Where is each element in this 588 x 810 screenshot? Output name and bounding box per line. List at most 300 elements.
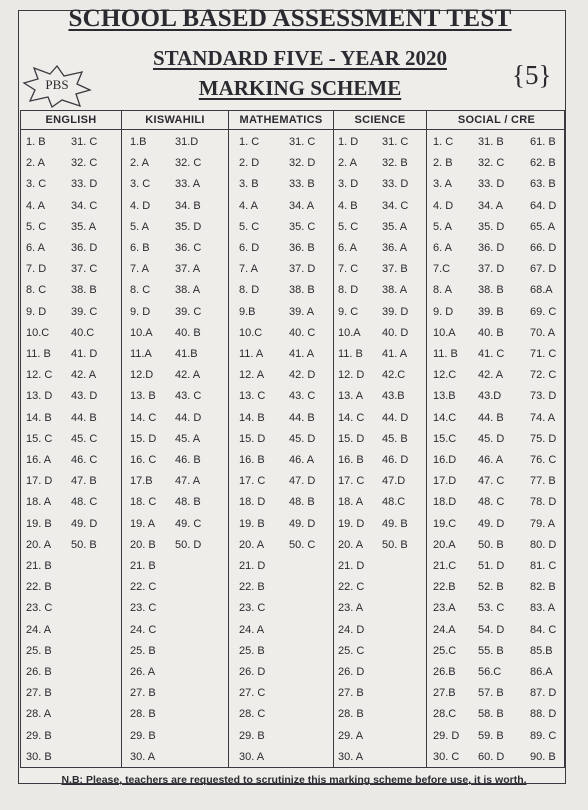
- answer-cell: 50. B: [71, 538, 97, 551]
- answer-cell: 13. B: [130, 390, 156, 403]
- answer-cell: 42.C: [382, 369, 406, 382]
- answer-cell: 48. B: [289, 496, 315, 509]
- answer-cell: 51. D: [478, 560, 505, 572]
- answer-cell: 27. B: [130, 687, 156, 700]
- answer-cell: 30. C: [433, 750, 460, 763]
- answer-cell: 37. C: [71, 263, 98, 276]
- answer-cell: 23. A: [338, 602, 364, 615]
- answer-cell: 39. A: [289, 305, 315, 318]
- answer-cell: 17. D: [26, 475, 53, 488]
- answer-cell: 66. D: [530, 242, 557, 254]
- answer-cell: 7. C: [338, 263, 359, 276]
- answer-cell: 38. B: [289, 284, 315, 297]
- answer-cell: 34. A: [289, 199, 315, 212]
- answer-cell: 37. A: [175, 263, 201, 276]
- grade-badge: {5}: [512, 60, 552, 90]
- answer-cell: 24.A: [433, 623, 456, 636]
- subject-header: KISWAHILI: [122, 111, 228, 130]
- answer-cell: 38. B: [478, 284, 504, 297]
- answer-cell: 52. B: [478, 581, 504, 594]
- answer-cell: 37. D: [289, 263, 316, 276]
- answer-cell: 34. C: [71, 199, 98, 212]
- footer-note: N.B: Please, teachers are requested to scrutinize this marking scheme before use, it is worth.: [61, 774, 527, 786]
- answer-cell: 21.C: [433, 560, 457, 572]
- answer-cell: 40. B: [478, 326, 504, 339]
- answer-cell: 28. A: [26, 708, 52, 721]
- answer-cell: 18.D: [433, 496, 457, 509]
- answer-cell: 47. A: [175, 475, 201, 488]
- answer-cell: 13. D: [26, 390, 53, 403]
- answer-cell: 44. B: [478, 411, 504, 424]
- answer-cell: 32. D: [289, 157, 316, 170]
- answer-cell: 50. B: [478, 538, 504, 551]
- answer-cell: 86.A: [530, 666, 553, 678]
- answer-cell: 15. D: [338, 432, 365, 445]
- answer-cell: 25. B: [130, 644, 156, 657]
- answer-cell: 49. C: [175, 517, 202, 530]
- answer-cell: 6. B: [130, 242, 150, 254]
- answer-cell: 33. B: [289, 178, 315, 191]
- answer-cell: 62. B: [530, 157, 556, 170]
- answer-cell: 30. A: [239, 750, 265, 763]
- answer-cell: 28.C: [433, 708, 457, 721]
- answer-cell: 2. B: [433, 157, 453, 170]
- answer-cell: 56.C: [478, 666, 502, 678]
- answer-cell: 20.A: [433, 538, 456, 551]
- answer-cell: 41. A: [382, 348, 408, 360]
- answer-cell: 19.C: [433, 517, 457, 530]
- answer-cell: 21. B: [130, 560, 156, 572]
- answer-cell: 47. C: [478, 475, 505, 488]
- answer-cell: 22. B: [26, 581, 52, 594]
- answer-cell: 31. B: [478, 136, 504, 148]
- answer-cell: 30. A: [130, 750, 156, 763]
- answer-cell: 22.B: [433, 581, 456, 594]
- answer-cell: 71. C: [530, 348, 557, 360]
- answer-cell: 4. B: [338, 199, 358, 212]
- answer-cell: 15. D: [130, 432, 157, 445]
- answer-cell: 41. A: [289, 348, 315, 360]
- answer-cell: 69. C: [530, 305, 557, 318]
- answer-cell: 8. C: [26, 284, 47, 297]
- subject-column: [334, 111, 427, 767]
- answer-cell: 22. C: [130, 581, 157, 594]
- answer-cell: 46. D: [382, 454, 409, 466]
- answer-cell: 12.C: [433, 369, 457, 382]
- answer-cell: 14. B: [26, 411, 52, 424]
- answer-cell: 32. C: [71, 157, 98, 170]
- answer-cell: 13. A: [338, 390, 364, 403]
- answer-cell: 10.C: [239, 326, 263, 339]
- answer-cell: 8. C: [130, 284, 151, 297]
- answer-cell: 75. D: [530, 432, 557, 445]
- answer-cell: 34. B: [175, 199, 201, 212]
- answer-cell: 2. A: [338, 157, 357, 170]
- answer-cell: 24. C: [130, 623, 157, 636]
- answer-cell: 78. D: [530, 496, 557, 509]
- answer-cell: 84. C: [530, 623, 557, 636]
- answer-cell: 85.B: [530, 644, 553, 657]
- answer-cell: 24. A: [26, 623, 52, 636]
- answer-cell: 29. A: [338, 729, 364, 742]
- answer-cell: 54. D: [478, 623, 505, 636]
- answer-cell: 4. A: [26, 199, 45, 212]
- answer-cell: 15. C: [26, 432, 53, 445]
- answer-cell: 36. C: [175, 242, 202, 254]
- answer-cell: 14. C: [130, 411, 157, 424]
- answer-cell: 53. C: [478, 602, 505, 615]
- answer-cell: 31. C: [71, 136, 98, 148]
- answer-cell: 14.C: [433, 411, 457, 424]
- subject-column: [122, 111, 229, 767]
- answer-cell: 58. B: [478, 708, 504, 721]
- answer-cell: 68.A: [530, 284, 553, 297]
- answer-cell: 88. D: [530, 708, 557, 721]
- answer-cell: 10.A: [433, 326, 456, 339]
- answer-cell: 11. B: [26, 348, 51, 360]
- answer-cell: 1. D: [338, 136, 359, 148]
- answer-cell: 36. D: [71, 242, 98, 254]
- answer-cell: 20. A: [26, 538, 52, 551]
- answer-cell: 34. A: [478, 199, 504, 212]
- answer-cell: 42. A: [478, 369, 504, 382]
- answer-cell: 49. D: [289, 517, 316, 530]
- answer-cell: 7.C: [433, 263, 451, 276]
- answer-cell: 42. D: [289, 369, 316, 382]
- subject-header: SCIENCE: [334, 111, 426, 130]
- answer-cell: 46. C: [71, 454, 98, 466]
- answer-cell: 4. D: [130, 199, 151, 212]
- answer-cell: 18. D: [239, 496, 266, 509]
- answer-cell: 6. A: [26, 242, 45, 254]
- answer-cell: 47. D: [289, 475, 316, 488]
- answer-cell: 35. D: [175, 220, 202, 233]
- answer-cell: 16. B: [239, 454, 265, 466]
- answer-cell: 55. B: [478, 644, 504, 657]
- answer-cell: 79. A: [530, 517, 556, 530]
- answer-cell: 29. B: [239, 729, 265, 742]
- answer-cell: 19. B: [26, 517, 52, 530]
- answer-cell: 2. A: [130, 157, 149, 170]
- answer-cell: 87. D: [530, 687, 557, 700]
- answer-cell: 1. C: [239, 136, 260, 148]
- answer-cell: 49. D: [478, 517, 505, 530]
- answer-cell: 15. D: [239, 432, 266, 445]
- answer-cell: 33. D: [478, 178, 505, 191]
- answer-cell: 83. A: [530, 602, 556, 615]
- answer-cell: 37. B: [382, 263, 408, 276]
- answer-cell: 28. B: [130, 708, 156, 721]
- answer-cell: 6. A: [338, 242, 357, 254]
- answer-cell: 35. A: [71, 220, 97, 233]
- answer-cell: 19. D: [338, 517, 365, 530]
- answer-cell: 60. D: [478, 750, 505, 763]
- answer-cell: 50. D: [175, 538, 202, 551]
- answer-cell: 27.B: [433, 687, 456, 700]
- document-title: SCHOOL BASED ASSESSMENT TEST: [68, 5, 512, 32]
- answer-cell: 24. D: [338, 623, 365, 636]
- answer-cell: 39. C: [71, 305, 98, 318]
- answer-cell: 41. D: [71, 348, 98, 360]
- answer-cell: 76. C: [530, 454, 557, 466]
- answer-cell: 20. A: [338, 538, 364, 551]
- answer-cell: 5. C: [26, 220, 47, 233]
- answer-cell: 38. A: [382, 284, 408, 297]
- answer-cell: 32. C: [478, 157, 505, 170]
- answer-cell: 26. B: [26, 666, 52, 678]
- marking-scheme-heading: MARKING SCHEME: [198, 76, 402, 100]
- answer-cell: 36. D: [478, 242, 505, 254]
- answer-cell: 31.D: [175, 136, 199, 148]
- answer-cell: 14. C: [338, 411, 365, 424]
- answer-cell: 37. D: [478, 263, 505, 276]
- subject-column: [21, 111, 122, 767]
- answer-cell: 73. D: [530, 390, 557, 403]
- answer-cell: 47. B: [71, 475, 97, 488]
- answer-cell: 74. A: [530, 411, 556, 424]
- answer-cell: 43. D: [71, 390, 98, 403]
- answer-cell: 24. A: [239, 623, 265, 636]
- answer-cell: 39. C: [175, 305, 202, 318]
- answer-cell: 27. C: [239, 687, 266, 700]
- answer-cell: 25.C: [433, 644, 457, 657]
- answer-cell: 67. D: [530, 263, 557, 276]
- answer-cell: 13.B: [433, 390, 456, 403]
- answer-cell: 36. A: [382, 242, 408, 254]
- answer-cell: 33. D: [71, 178, 98, 191]
- answer-cell: 23.A: [433, 602, 456, 615]
- answer-cell: 39. D: [382, 305, 409, 318]
- answer-cell: 16. B: [338, 454, 364, 466]
- answer-cell: 38. B: [71, 284, 97, 297]
- answer-cell: 29. B: [130, 729, 156, 742]
- answer-cell: 48. C: [478, 496, 505, 509]
- answer-cell: 9. D: [130, 305, 151, 318]
- answer-cell: 8. D: [338, 284, 359, 297]
- answer-cell: 40. D: [382, 326, 409, 339]
- answer-cell: 10.A: [338, 326, 361, 339]
- answer-cell: 16. C: [130, 454, 157, 466]
- answer-cell: 11. B: [338, 348, 363, 360]
- answer-cell: 48. C: [71, 496, 98, 509]
- answer-cell: 17.B: [130, 475, 153, 488]
- answer-cell: 17.D: [433, 475, 457, 488]
- answer-cell: 40. B: [175, 326, 201, 339]
- subject-column: [229, 111, 334, 767]
- answer-cell: 12. A: [239, 369, 265, 382]
- answer-cell: 43.B: [382, 390, 405, 403]
- answer-cell: 20. B: [130, 538, 156, 551]
- answer-cell: 32. C: [175, 157, 202, 170]
- answer-cell: 26. A: [130, 666, 156, 678]
- answer-cell: 81. C: [530, 560, 557, 572]
- answer-cell: 49. D: [71, 517, 98, 530]
- subject-header: ENGLISH: [21, 111, 121, 130]
- answer-cell: 16. A: [26, 454, 52, 466]
- answer-cell: 23. C: [26, 602, 53, 615]
- answer-cell: 44. B: [71, 411, 97, 424]
- answer-cell: 4. D: [433, 199, 454, 212]
- answer-cell: 7. D: [26, 263, 47, 276]
- pbs-stamp: [22, 64, 92, 108]
- answer-cell: 64. D: [530, 199, 557, 212]
- answer-cell: 26. D: [338, 666, 365, 678]
- document-subtitle: STANDARD FIVE - YEAR 2020: [152, 46, 447, 70]
- answer-cell: 12. D: [338, 369, 365, 382]
- answer-cell: 2. A: [26, 157, 45, 170]
- answer-cell: 4. A: [239, 199, 258, 212]
- answer-cell: 13. C: [239, 390, 266, 403]
- answer-cell: 45. C: [71, 432, 98, 445]
- answer-cell: 30. A: [338, 750, 364, 763]
- answer-cell: 21. B: [26, 560, 52, 572]
- answer-cell: 5. C: [338, 220, 359, 233]
- answer-cell: 48.C: [382, 496, 406, 509]
- answer-cell: 3. C: [130, 178, 151, 191]
- answer-cell: 47.D: [382, 475, 406, 488]
- answer-cell: 39. B: [478, 305, 504, 318]
- answer-cell: 8. D: [239, 284, 260, 297]
- answer-cell: 6. D: [239, 242, 260, 254]
- answer-cell: 20. A: [239, 538, 265, 551]
- answer-cell: 44. D: [175, 411, 202, 424]
- subject-header: SOCIAL / CRE: [427, 111, 566, 130]
- answer-cell: 35. C: [289, 220, 316, 233]
- answer-cell: 46. A: [289, 454, 315, 466]
- answer-cell: 48. B: [175, 496, 201, 509]
- answer-cell: 26.B: [433, 666, 456, 678]
- answer-cell: 12.D: [130, 369, 154, 382]
- answer-cell: 8. A: [433, 284, 452, 297]
- answer-cell: 3. D: [338, 178, 359, 191]
- answer-cell: 29. B: [26, 729, 52, 742]
- answer-cell: 46. B: [175, 454, 201, 466]
- answer-cell: 11. A: [239, 348, 264, 360]
- answer-cell: 35. A: [382, 220, 408, 233]
- answer-cell: 21. D: [338, 560, 365, 572]
- answer-cell: 17. C: [338, 475, 365, 488]
- answer-cell: 18. A: [26, 496, 52, 509]
- answer-cell: 29. D: [433, 729, 460, 742]
- answer-cell: 10.C: [26, 326, 50, 339]
- subject-header: MATHEMATICS: [229, 111, 333, 130]
- answer-cell: 31. C: [382, 136, 409, 148]
- answer-cell: 17. C: [239, 475, 266, 488]
- answer-cell: 23. C: [239, 602, 266, 615]
- answer-cell: 36. B: [289, 242, 315, 254]
- answer-cell: 59. B: [478, 729, 504, 742]
- answer-cell: 9. C: [338, 305, 359, 318]
- answer-cell: 3. C: [26, 178, 47, 191]
- answer-cell: 41. C: [478, 348, 505, 360]
- answer-cell: 7. A: [130, 263, 149, 276]
- answer-cell: 28. B: [338, 708, 364, 721]
- answer-cell: 65. A: [530, 220, 556, 233]
- answer-cell: 63. B: [530, 178, 556, 191]
- answer-cell: 15.C: [433, 432, 457, 445]
- answer-cell: 16.D: [433, 454, 457, 466]
- answer-cell: 9.B: [239, 305, 256, 318]
- answer-cell: 11.A: [130, 348, 152, 360]
- answer-cell: 18. A: [338, 496, 364, 509]
- answer-cell: 44. D: [382, 411, 409, 424]
- answer-cell: 21. D: [239, 560, 266, 572]
- answer-cell: 18. C: [130, 496, 157, 509]
- answer-cell: 49. B: [382, 517, 408, 530]
- answer-cell: 70. A: [530, 326, 556, 339]
- answer-cell: 1. C: [433, 136, 454, 148]
- answer-cell: 1. B: [26, 136, 46, 148]
- answer-cell: 80. D: [530, 538, 557, 551]
- answer-cell: 27. B: [338, 687, 364, 700]
- answer-cell: 41.B: [175, 348, 198, 360]
- answer-cell: 89. C: [530, 729, 557, 742]
- answer-cell: 43. C: [289, 390, 316, 403]
- answer-cell: 34. C: [382, 199, 409, 212]
- answer-cell: 2. D: [239, 157, 260, 170]
- answer-cell: 44. B: [289, 411, 315, 424]
- answer-cell: 57. B: [478, 687, 504, 700]
- pbs-stamp-label: PBS: [45, 77, 69, 92]
- answer-cell: 6. A: [433, 242, 452, 254]
- answer-cell: 11. B: [433, 348, 458, 360]
- answer-cell: 50. B: [382, 538, 408, 551]
- answer-cell: 72. C: [530, 369, 557, 382]
- answer-cell: 3. B: [239, 178, 259, 191]
- answer-cell: 45. A: [175, 432, 201, 445]
- answer-cell: 82. B: [530, 581, 556, 594]
- answer-cell: 25. C: [338, 644, 365, 657]
- answer-cell: 43. C: [175, 390, 202, 403]
- answer-cell: 25. B: [239, 644, 265, 657]
- answer-cell: 1.B: [130, 136, 147, 148]
- answer-cell: 14. B: [239, 411, 265, 424]
- answer-cell: 35. D: [478, 220, 505, 233]
- answer-cell: 50. C: [289, 538, 316, 551]
- answer-cell: 61. B: [530, 136, 556, 148]
- answer-cell: 45. B: [382, 432, 408, 445]
- answer-cell: 22. C: [338, 581, 365, 594]
- answer-cell: 9. D: [26, 305, 47, 318]
- answer-cell: 46. A: [478, 454, 504, 466]
- answer-cell: 5. A: [433, 220, 452, 233]
- subject-column: [427, 111, 566, 767]
- answer-cell: 90. B: [530, 750, 556, 763]
- answer-cell: 30. B: [26, 750, 52, 763]
- answer-cell: 7. A: [239, 263, 258, 276]
- answer-cell: 40. C: [289, 326, 316, 339]
- answer-cell: 23. C: [130, 602, 157, 615]
- answer-cell: 38. A: [175, 284, 201, 297]
- answer-cell: 45. D: [289, 432, 316, 445]
- answer-cell: 22. B: [239, 581, 265, 594]
- answer-cell: 10.A: [130, 326, 153, 339]
- answer-cell: 5. A: [130, 220, 149, 233]
- answer-cell: 45. D: [478, 432, 505, 445]
- answer-cell: 42. A: [71, 369, 97, 382]
- answer-cell: 43.D: [478, 390, 502, 403]
- answer-cell: 31. C: [289, 136, 316, 148]
- answer-cell: 3. A: [433, 178, 452, 191]
- answer-cell: 40.C: [71, 326, 95, 339]
- answer-cell: 32. B: [382, 157, 408, 170]
- answer-cell: 26. D: [239, 666, 266, 678]
- answer-grid: [20, 110, 565, 768]
- answer-cell: 42. A: [175, 369, 201, 382]
- answer-cell: 77. B: [530, 475, 556, 488]
- answer-cell: 9. D: [433, 305, 454, 318]
- answer-cell: 33. A: [175, 178, 201, 191]
